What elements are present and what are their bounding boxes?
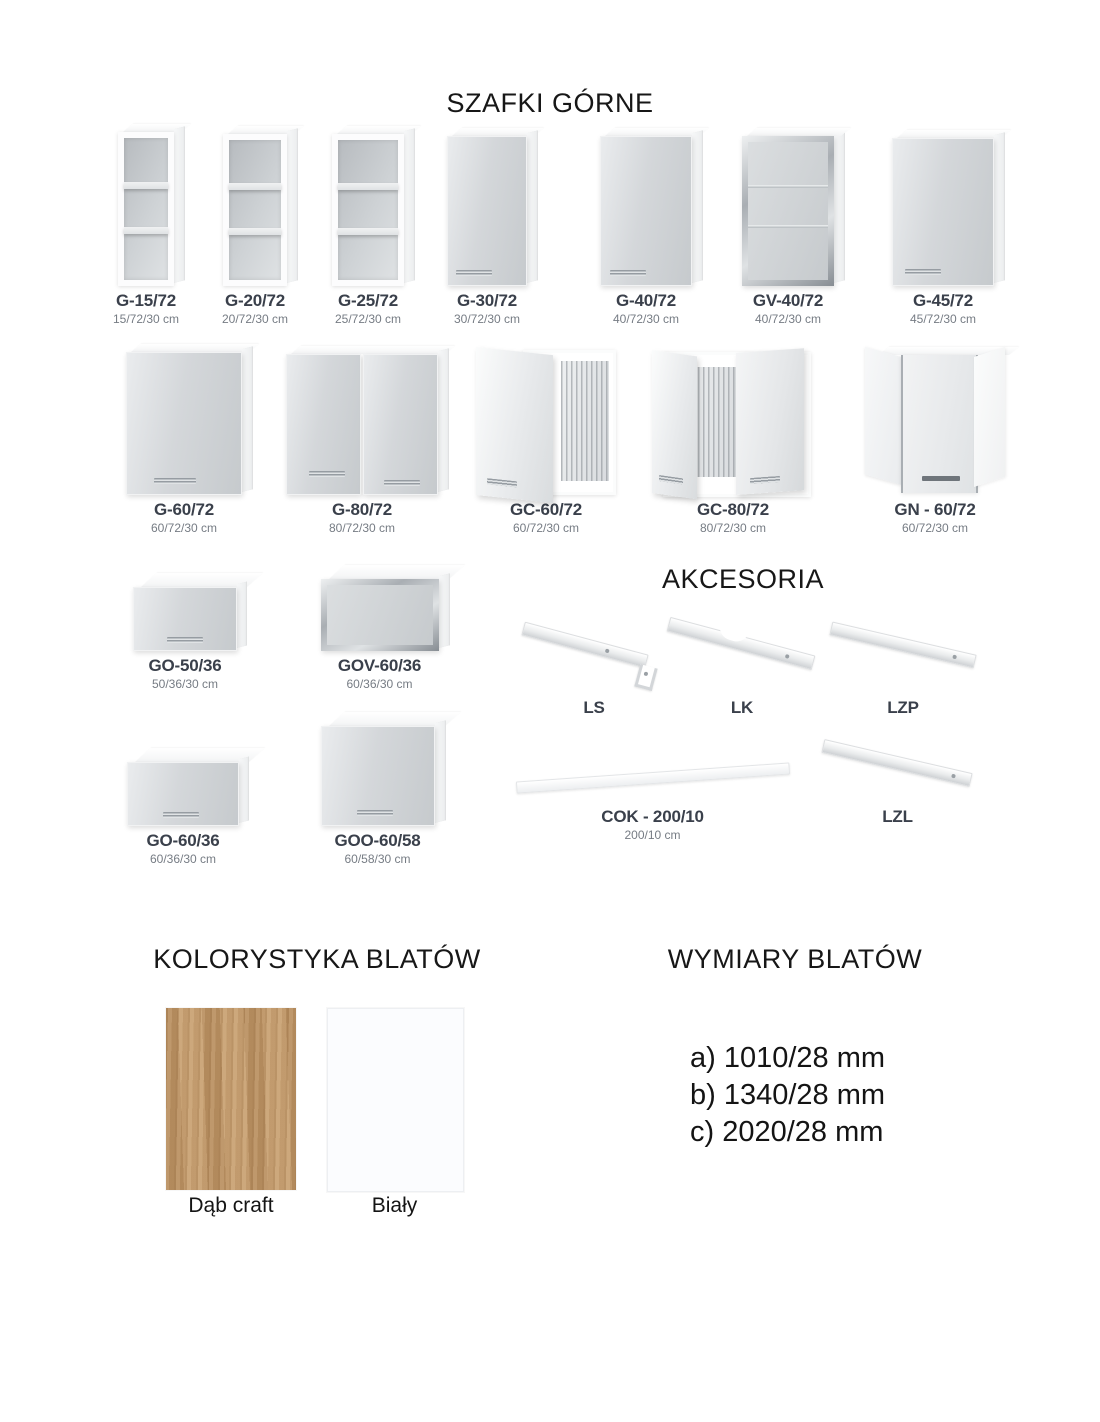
door-handle	[610, 270, 646, 276]
product-lk	[662, 612, 822, 718]
cabinet-image-g-40-72	[596, 122, 696, 286]
corner-left-panel	[865, 347, 901, 485]
door-handle	[750, 476, 780, 484]
product-size: 60/72/30 cm	[901, 521, 969, 535]
product-g-25-72	[318, 122, 418, 327]
cabinet-image-g-45-72	[888, 122, 998, 286]
worktop-dimensions-list	[690, 1040, 885, 1151]
cabinet-side-face	[404, 128, 415, 283]
product-code: G-80/72	[331, 500, 393, 519]
corner-cabinet	[865, 355, 1005, 495]
product-size: 15/72/30 cm	[112, 312, 180, 326]
product-code: G-40/72	[615, 291, 677, 310]
door-handle	[154, 478, 196, 484]
door-handle	[487, 478, 517, 487]
product-size: 20/72/30 cm	[221, 312, 289, 326]
single-door-cabinet	[600, 136, 692, 286]
cabinet-side-face	[439, 573, 450, 648]
screw-hole	[785, 654, 790, 659]
cabinet-door	[133, 587, 237, 651]
product-code: G-60/72	[153, 500, 215, 519]
cabinet-image-go-60-36	[123, 724, 243, 826]
cabinet-top-face	[747, 128, 851, 136]
double-door-cabinet	[286, 354, 438, 495]
cabinet-door	[892, 138, 994, 286]
door-handle	[922, 476, 960, 481]
section-title-upper-cabinets: SZAFKI GÓRNE	[446, 88, 654, 118]
cabinet-door	[321, 726, 435, 826]
product-size: 30/72/30 cm	[453, 312, 521, 326]
cabinet-side-face	[994, 132, 1005, 283]
glass-door-frame	[742, 136, 834, 286]
cabinet-door	[127, 762, 239, 826]
accessory-image-ls	[519, 612, 669, 693]
product-lzp	[823, 612, 983, 718]
flip-up-cabinet	[133, 587, 237, 651]
cabinet-image-gc-80-72	[653, 340, 813, 495]
section-title-accessories: AKCESORIA	[661, 564, 825, 594]
product-code: GV-40/72	[752, 291, 824, 310]
product-size: 40/72/30 cm	[612, 312, 680, 326]
cabinet-image-gv-40-72	[738, 122, 838, 286]
cabinet-side-face	[435, 720, 446, 823]
worktop-dimension-item: a) 1010/28 mm	[690, 1042, 886, 1074]
single-door-cabinet	[126, 352, 242, 495]
flip-up-cabinet	[127, 762, 239, 826]
worktop-profile-strip	[521, 622, 648, 669]
single-door-cabinet	[447, 136, 527, 286]
product-g-40-72	[596, 122, 696, 327]
product-size: 40/72/30 cm	[754, 312, 822, 326]
accessory-image-lzp	[823, 612, 983, 693]
cabinet-door	[126, 352, 242, 495]
product-code: GC-80/72	[696, 500, 770, 519]
product-go-50-36	[125, 552, 245, 692]
worktop-end-strip	[821, 739, 972, 787]
open-door	[476, 347, 553, 503]
open-door-left	[652, 350, 697, 499]
product-size: 60/58/30 cm	[344, 852, 411, 866]
product-gn-60-72	[860, 340, 1010, 536]
cabinet-door	[447, 136, 527, 286]
dish-rack	[561, 361, 609, 481]
door-handle	[167, 637, 203, 643]
product-lzl	[815, 738, 980, 827]
screw-hole	[951, 774, 956, 779]
door-handle	[456, 270, 492, 276]
cabinet-image-g-30-72	[437, 122, 537, 286]
wood-grain-texture	[166, 1008, 296, 1190]
product-code: LZP	[887, 698, 919, 717]
product-ls	[519, 612, 669, 718]
swatch-label-bialy: Biały	[371, 1194, 418, 1217]
cabinet-top-face	[131, 344, 259, 352]
product-gv-40-72	[738, 122, 838, 327]
product-size: 60/72/30 cm	[512, 521, 580, 535]
product-size: 60/36/30 cm	[346, 677, 413, 691]
corner-door	[901, 355, 978, 493]
cabinet-image-g-60-72	[114, 340, 254, 495]
worktop-end-strip	[829, 622, 976, 669]
open-shelf-cabinet	[332, 134, 404, 286]
product-gc-60-72	[471, 340, 621, 536]
cabinet-open-frame	[332, 134, 404, 286]
cabinet-image-g-80-72	[282, 340, 442, 495]
cabinet-side-face	[237, 582, 247, 648]
product-size: 80/72/30 cm	[328, 521, 396, 535]
door-handle	[905, 269, 941, 275]
product-g-20-72	[205, 122, 305, 327]
open-shelf-cabinet	[118, 132, 174, 286]
product-code: G-15/72	[115, 291, 177, 310]
product-size: 60/72/30 cm	[150, 521, 218, 535]
open-door-right	[736, 349, 804, 495]
product-code: GO-50/36	[148, 656, 222, 675]
open-double-door-drainer-cabinet	[656, 352, 811, 495]
cabinet-image-g-20-72	[205, 122, 305, 286]
product-size: 50/36/30 cm	[151, 677, 219, 691]
cabinet-side-face	[242, 346, 253, 492]
product-g-80-72	[282, 340, 442, 536]
worktop-color-swatch-dab-craft	[166, 1008, 296, 1190]
product-code: G-30/72	[456, 291, 518, 310]
cabinet-side-face	[174, 126, 185, 283]
cabinet-side-face	[239, 757, 249, 823]
glass-pane	[327, 585, 433, 645]
worktop-color-swatch-bialy	[327, 1008, 464, 1192]
product-code: G-25/72	[337, 291, 399, 310]
accessory-image-lzl	[815, 738, 980, 802]
cabinet-image-goo-60-58	[310, 696, 445, 826]
product-size: 80/72/30 cm	[699, 521, 767, 535]
section-title-worktop-colors: KOLORYSTYKA BLATÓW	[153, 944, 481, 974]
glass-pane	[748, 142, 828, 280]
glass-door-cabinet	[742, 136, 834, 286]
product-cok-200-10	[510, 742, 795, 843]
door-handle	[309, 471, 345, 477]
product-code: LK	[730, 698, 754, 717]
screw-hole	[605, 649, 610, 654]
product-gov-60-36	[312, 552, 447, 692]
cabinet-image-gc-60-72	[471, 340, 621, 495]
cabinet-side-face	[527, 130, 538, 283]
cabinet-side-face	[834, 130, 845, 283]
cabinet-image-g-15-72	[96, 122, 196, 286]
door-handle	[163, 812, 199, 818]
product-go-60-36	[123, 724, 243, 867]
cabinet-shelf	[338, 228, 398, 235]
cabinet-open-frame	[118, 132, 174, 286]
product-g-60-72	[114, 340, 254, 536]
cabinet-door-left	[286, 354, 361, 495]
open-shelf-cabinet	[223, 134, 287, 286]
section-title-worktop-dimensions: WYMIARY BLATÓW	[667, 944, 923, 974]
cabinet-image-go-50-36	[125, 552, 245, 651]
cabinet-shelf	[229, 228, 281, 235]
cabinet-side-face	[438, 348, 449, 492]
product-code: GOO-60/58	[334, 831, 421, 850]
glass-shelf-line	[748, 185, 828, 188]
cabinet-image-gn-60-72	[860, 340, 1010, 495]
accessory-image-lk	[662, 612, 822, 693]
product-size: 25/72/30 cm	[334, 312, 402, 326]
cabinet-top-face	[291, 346, 455, 354]
open-door-drainer-cabinet	[476, 350, 616, 495]
glass-flip-up-cabinet	[321, 579, 439, 651]
product-code: GC-60/72	[509, 500, 583, 519]
cabinet-side-face	[692, 130, 703, 283]
flip-up-cabinet-tall	[321, 726, 435, 826]
cabinet-open-frame	[223, 134, 287, 286]
cabinet-side-face	[287, 128, 298, 283]
product-g-45-72	[888, 122, 998, 327]
cabinet-door	[600, 136, 692, 286]
product-code: LS	[583, 698, 605, 717]
swatch-label-dab-craft: Dąb craft	[188, 1194, 274, 1217]
product-code: G-20/72	[224, 291, 286, 310]
product-g-15-72	[96, 122, 196, 327]
product-code: GN - 60/72	[894, 500, 976, 519]
single-door-cabinet	[892, 138, 994, 286]
cabinet-shelf	[338, 183, 398, 190]
product-code: G-45/72	[912, 291, 974, 310]
product-size: 45/72/30 cm	[909, 312, 977, 326]
cabinet-shelf	[124, 182, 168, 189]
cabinet-image-g-25-72	[318, 122, 418, 286]
door-handle	[357, 810, 393, 816]
product-code: COK - 200/10	[601, 807, 704, 826]
cabinet-shelf	[229, 183, 281, 190]
door-handle	[660, 475, 684, 484]
product-code: GOV-60/36	[337, 656, 422, 675]
corner-right-panel	[974, 347, 1005, 487]
product-goo-60-58	[310, 696, 445, 867]
screw-hole	[953, 655, 958, 660]
plinth-strip	[516, 762, 790, 793]
screw-hole	[643, 671, 648, 676]
profile-notch	[717, 624, 749, 644]
cabinet-door-right	[363, 354, 438, 495]
product-code: GO-60/36	[146, 831, 220, 850]
product-size: 200/10 cm	[624, 828, 681, 842]
product-gc-80-72	[653, 340, 813, 536]
product-code: LZL	[882, 807, 913, 826]
ls-end-clip	[634, 664, 657, 691]
door-handle	[384, 480, 420, 486]
glass-door-frame	[321, 579, 439, 651]
cabinet-shelf	[124, 227, 168, 234]
product-size: 60/36/30 cm	[149, 852, 217, 866]
product-g-30-72	[437, 122, 537, 327]
cabinet-image-gov-60-36	[312, 552, 447, 651]
worktop-dimension-item: c) 2020/28 mm	[690, 1116, 884, 1148]
worktop-profile-strip	[667, 617, 816, 670]
worktop-dimension-item: b) 1340/28 mm	[690, 1079, 886, 1111]
glass-shelf-line	[748, 225, 828, 228]
accessory-image-cok	[510, 742, 795, 802]
